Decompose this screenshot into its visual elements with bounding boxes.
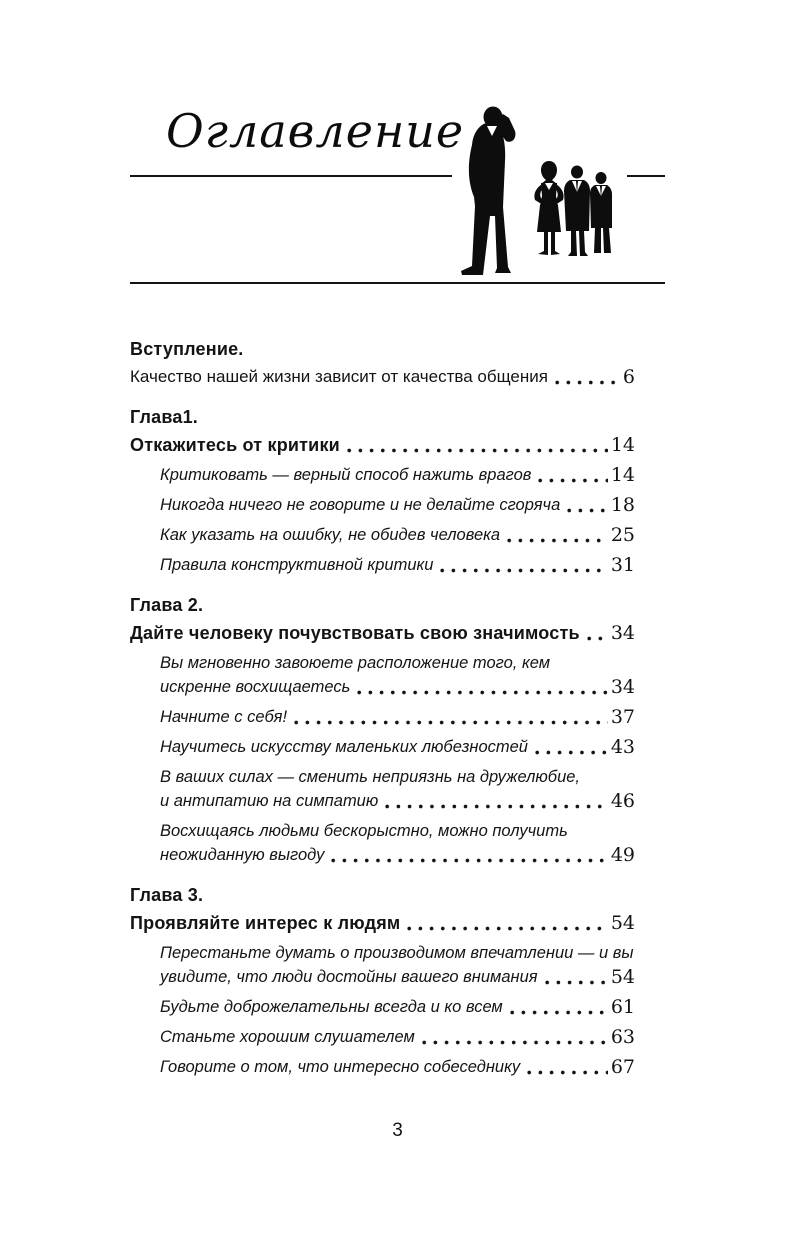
toc-entry bbox=[130, 433, 635, 457]
toc-subentry-text: неожиданную выгоду bbox=[160, 846, 325, 864]
toc-subentry-page: 67 bbox=[610, 1056, 635, 1078]
toc-subentry-page: 43 bbox=[610, 736, 635, 758]
toc-subentry-text: Правила конструктивной критики bbox=[160, 556, 434, 574]
section-label: Вступление. bbox=[130, 339, 244, 359]
toc-subentry-text: Будьте доброжелательны всегда и ко всем bbox=[160, 998, 503, 1016]
toc-entry-text: Дайте человеку почувствовать свою значимость bbox=[130, 623, 580, 643]
dot-leader bbox=[422, 1039, 608, 1046]
toc-subentry-text: Научитесь искусству маленьких любезностей bbox=[160, 738, 528, 756]
dot-leader bbox=[587, 635, 608, 642]
toc-section-chapter-3 bbox=[130, 883, 635, 1079]
toc-subentry-page: 54 bbox=[610, 966, 635, 988]
dot-leader bbox=[538, 477, 607, 484]
toc-subentry-text: искренне восхищаетесь bbox=[160, 678, 351, 696]
toc-subentry-page: 18 bbox=[610, 494, 635, 516]
dot-leader bbox=[294, 719, 608, 726]
toc-subentry bbox=[160, 995, 635, 1019]
toc-subentry-page: 63 bbox=[610, 1026, 635, 1048]
toc-subentry-text: Начните с себя! bbox=[160, 708, 288, 726]
skirt bbox=[537, 205, 561, 232]
dot-leader bbox=[357, 689, 608, 696]
title-underline-right bbox=[627, 175, 665, 177]
toc-entry-page: 34 bbox=[610, 622, 635, 644]
toc-subentry bbox=[160, 493, 635, 517]
toc-section-chapter-1 bbox=[130, 405, 635, 577]
section-label: Глава 3. bbox=[130, 885, 204, 905]
toc-subentry-page: 25 bbox=[610, 524, 635, 546]
section-label: Глава 2. bbox=[130, 595, 204, 615]
toc-subentry bbox=[160, 463, 635, 487]
toc-subentry bbox=[160, 735, 635, 759]
toc-subentry-text: В ваших силах — сменить неприязнь на дружелюбие, bbox=[160, 768, 581, 786]
toc-subentry bbox=[160, 705, 635, 729]
table-of-contents bbox=[130, 337, 635, 1079]
toc-subentry bbox=[160, 765, 635, 813]
dot-leader bbox=[527, 1069, 608, 1076]
title-underline-left bbox=[130, 175, 452, 177]
woman-silhouette bbox=[534, 161, 563, 255]
toc-subentry-text: увидите, что люди достойны вашего внимания bbox=[160, 968, 538, 986]
toc-entry bbox=[130, 911, 635, 935]
toc-subentry-text: Как указать на ошибку, не обидев человека bbox=[160, 526, 501, 544]
toc-entry-text: Проявляйте интерес к людям bbox=[130, 913, 401, 933]
toc-section-intro bbox=[130, 337, 635, 389]
toc-subentry-page: 49 bbox=[610, 844, 635, 866]
toc-subentry-text: Станьте хорошим слушателем bbox=[160, 1028, 415, 1046]
toc-subentry-page: 31 bbox=[610, 554, 635, 576]
businessman-on-phone-with-team-illustration bbox=[453, 104, 625, 279]
header-divider bbox=[130, 282, 665, 284]
dot-leader bbox=[545, 979, 608, 986]
toc-subentry-text: и антипатию на симпатию bbox=[160, 792, 379, 810]
toc-entry-text: Качество нашей жизни зависит от качества общения bbox=[130, 367, 548, 386]
toc-subentry-text: Вы мгновенно завоюете расположение того, кем bbox=[160, 654, 551, 672]
toc-subentry-page: 14 bbox=[610, 464, 635, 486]
dot-leader bbox=[555, 379, 620, 386]
dot-leader bbox=[385, 803, 608, 810]
toc-subentry bbox=[160, 941, 635, 989]
dot-leader bbox=[440, 567, 607, 574]
toc-entry-text: Откажитесь от критики bbox=[130, 435, 340, 455]
dot-leader bbox=[407, 925, 607, 932]
toc-subentry-page: 37 bbox=[610, 706, 635, 728]
toc-subentry-text: Говорите о том, что интересно собеседнику bbox=[160, 1058, 521, 1076]
toc-subentry-text: Перестаньте думать о производимом впечатлении — и вы bbox=[160, 944, 634, 962]
dot-leader bbox=[507, 537, 608, 544]
toc-subentry bbox=[160, 651, 635, 699]
businessman-phone-silhouette bbox=[461, 107, 515, 276]
page-title: Оглавление bbox=[166, 104, 465, 158]
toc-subentry bbox=[160, 1055, 635, 1079]
dot-leader bbox=[347, 447, 608, 454]
page-number: 3 bbox=[392, 1120, 403, 1141]
toc-entry-page: 54 bbox=[610, 912, 635, 934]
man-silhouette bbox=[590, 172, 612, 253]
dot-leader bbox=[567, 507, 608, 514]
toc-subentry bbox=[160, 523, 635, 547]
toc-subentry-text: Критиковать — верный способ нажить врагов bbox=[160, 466, 532, 484]
toc-section-chapter-2 bbox=[130, 593, 635, 867]
toc-entry bbox=[130, 365, 635, 389]
man-silhouette bbox=[564, 166, 590, 257]
dot-leader bbox=[331, 857, 607, 864]
toc-entry-page: 14 bbox=[610, 434, 635, 456]
toc-subentry-page: 61 bbox=[610, 996, 635, 1018]
body bbox=[461, 121, 511, 275]
toc-entry-page: 6 bbox=[622, 366, 635, 388]
toc-subentry-text: Никогда ничего не говорите и не делайте сгоряча bbox=[160, 496, 561, 514]
toc-subentry-page: 46 bbox=[610, 790, 635, 812]
toc-subentry-text: Восхищаясь людьми бескорыстно, можно получить bbox=[160, 822, 568, 840]
toc-subentry bbox=[160, 819, 635, 867]
toc-subentry-page: 34 bbox=[610, 676, 635, 698]
toc-subentry bbox=[160, 1025, 635, 1049]
toc-subentry bbox=[160, 553, 635, 577]
dot-leader bbox=[510, 1009, 608, 1016]
section-label: Глава1. bbox=[130, 407, 199, 427]
dot-leader bbox=[535, 749, 608, 756]
toc-entry bbox=[130, 621, 635, 645]
